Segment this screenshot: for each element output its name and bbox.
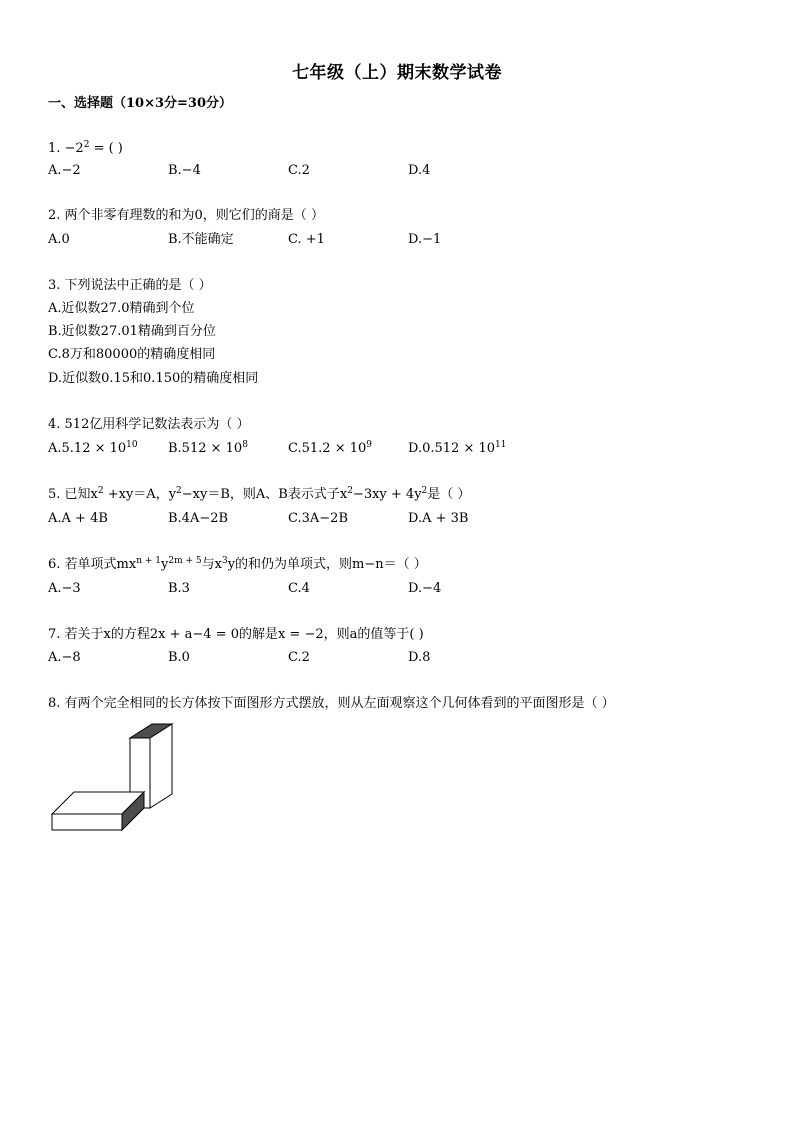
q5-exp-4: 2 [421, 486, 428, 496]
q4-c-base: C.51.2 × 10 [288, 441, 367, 456]
q4-a-exponent: 10 [126, 440, 138, 450]
q2-option-c: C. +1 [288, 232, 325, 247]
q6-option-b: B.3 [168, 581, 190, 596]
q4-a-base: A.5.12 × 10 [48, 441, 127, 456]
q2-option-b: B.不能确定 [168, 232, 234, 247]
q6-part-4: y的和仍为单项式，则m−n＝（ ） [227, 557, 427, 572]
question-1-options [48, 163, 568, 179]
q4-option-c [288, 441, 372, 457]
q7-option-a: A.−8 [48, 650, 81, 665]
q5-part-4: −3xy + 4y [352, 487, 422, 502]
q4-b-base: B.512 × 10 [168, 441, 243, 456]
q5-part-3: −xy＝B，则A、B表示式子x [181, 487, 348, 502]
question-4-options [48, 441, 568, 457]
q5-option-d: D.A + 3B [408, 511, 469, 526]
q5-part-2: +xy＝A，y [103, 487, 177, 502]
question-3-stem: 3. 下列说法中正确的是（ ） [48, 278, 212, 293]
q5-exp-2: 2 [176, 486, 182, 496]
q1-post: = ( ) [89, 141, 123, 156]
q5-exp-3: 2 [347, 486, 353, 496]
question-4-stem: 4. 512亿用科学记数法表示为（ ） [48, 417, 250, 432]
q5-option-a: A.A + 4B [48, 511, 108, 526]
question-2-options [48, 232, 568, 248]
q5-part-1: 5. 已知x [48, 487, 98, 502]
question-7-stem: 7. 若关于x的方程2x + a−4 = 0的解是x = −2，则a的值等于( ) [48, 627, 424, 642]
q2-option-d: D.−1 [408, 232, 442, 247]
q1-option-a: A.−2 [48, 163, 81, 178]
question-2-stem: 2. 两个非零有理数的和为0，则它们的商是（ ） [48, 208, 324, 223]
lying-cuboid-front-face [52, 814, 122, 830]
q7-option-c: C.2 [288, 650, 310, 665]
section-heading: 一、选择题（10×3分=30分） [48, 96, 233, 111]
q1-option-b: B.−4 [168, 163, 201, 178]
question-6-stem [48, 557, 427, 573]
question-8-stem: 8. 有两个完全相同的长方体按下面图形方式摆放，则从左面观察这个几何体看到的平面图形是（ ） [48, 696, 615, 711]
q5-option-c: C.3A−2B [288, 511, 348, 526]
page-title: 七年级（上）期末数学试卷 [292, 63, 502, 83]
q3-option-d: D.近似数0.15和0.150的精确度相同 [48, 371, 259, 386]
question-5-stem [48, 487, 470, 503]
q1-option-d: D.4 [408, 163, 431, 178]
question-5-options [48, 511, 568, 527]
q4-d-exponent: 11 [495, 440, 507, 450]
q6-option-d: D.−4 [408, 581, 442, 596]
q4-option-b [168, 441, 248, 457]
q1-exponent: 2 [83, 140, 90, 150]
q1-pre: 1. −2 [48, 141, 84, 156]
standing-cuboid-side-face [150, 724, 172, 808]
q6-exp-2: 2m + 5 [168, 556, 202, 566]
q6-part-2: y [161, 557, 169, 572]
q4-option-a [48, 441, 138, 457]
cuboid-figure [48, 722, 178, 834]
q7-option-d: D.8 [408, 650, 431, 665]
q1-option-c: C.2 [288, 163, 310, 178]
q4-option-d [408, 441, 506, 457]
q3-option-b: B.近似数27.01精确到百分位 [48, 324, 216, 339]
question-7-options [48, 650, 568, 666]
q7-option-b: B.0 [168, 650, 190, 665]
q5-exp-1: 2 [97, 486, 104, 496]
q2-option-a: A.0 [48, 232, 70, 247]
q5-part-5: 是（ ） [427, 487, 471, 502]
q6-part-1: 6. 若单项式mx [48, 557, 137, 572]
q5-option-b: B.4A−2B [168, 511, 229, 526]
q3-option-c: C.8万和80000的精确度相同 [48, 347, 216, 362]
q6-exp-1: n + 1 [136, 556, 161, 566]
question-1-stem [48, 141, 123, 157]
q6-part-3: 与x [201, 557, 222, 572]
q6-exp-3: 3 [221, 556, 228, 566]
q6-option-c: C.4 [288, 581, 310, 596]
q3-option-a: A.近似数27.0精确到个位 [48, 301, 195, 316]
q4-d-base: D.0.512 × 10 [408, 441, 496, 456]
question-6-options [48, 581, 568, 597]
q6-option-a: A.−3 [48, 581, 81, 596]
q4-b-exponent: 8 [242, 440, 248, 450]
q4-c-exponent: 9 [366, 440, 372, 450]
